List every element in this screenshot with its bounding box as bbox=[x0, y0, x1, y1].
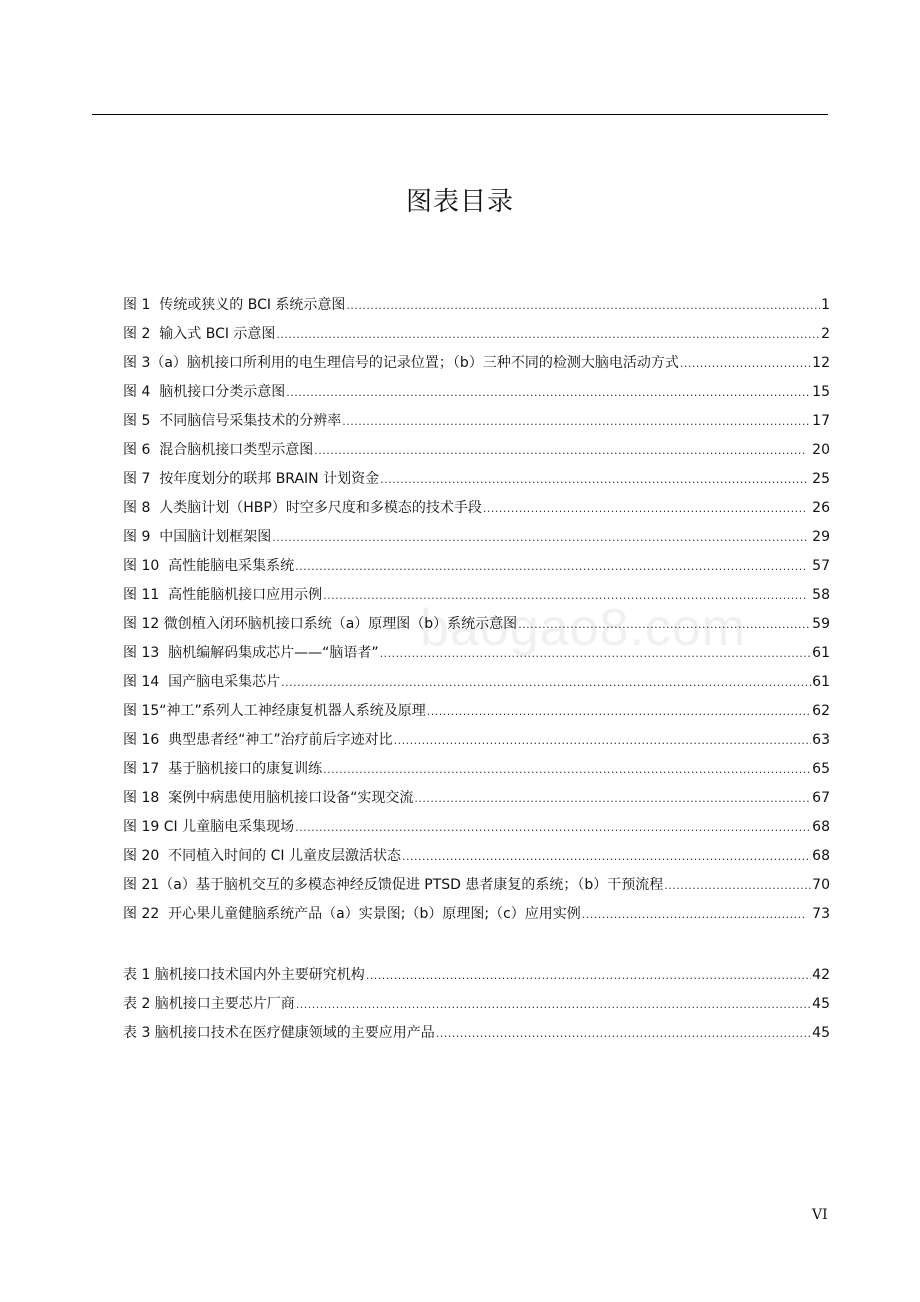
header-rule bbox=[92, 114, 828, 115]
toc-entry-label: 图 2 输入式 BCI 示意图 bbox=[123, 326, 276, 342]
dot-leader bbox=[366, 961, 811, 990]
figure-entry[interactable] bbox=[123, 755, 830, 784]
toc-entry-page: 59 bbox=[812, 616, 830, 632]
figure-entry[interactable] bbox=[123, 726, 830, 755]
toc-entry-page: 70 bbox=[812, 877, 830, 893]
figure-entry[interactable] bbox=[123, 436, 830, 465]
toc-entry-label: 图 17 基于脑机接口的康复训练 bbox=[123, 761, 323, 777]
toc-entry-label: 图 19 CI 儿童脑电采集现场 bbox=[123, 819, 295, 835]
toc-entry-label: 图 11 高性能脑机接口应用示例 bbox=[123, 587, 323, 603]
figure-entry[interactable] bbox=[123, 668, 830, 697]
toc-entry-label: 图 10 高性能脑电采集系统 bbox=[123, 558, 295, 574]
toc-entry-label: 图 20 不同植入时间的 CI 儿童皮层激活状态 bbox=[123, 848, 401, 864]
toc-entry-page: 20 bbox=[807, 442, 830, 458]
dot-leader bbox=[286, 378, 811, 407]
figure-entry[interactable] bbox=[123, 320, 830, 349]
toc-entry-page: 61 bbox=[812, 674, 830, 690]
dot-leader bbox=[664, 871, 811, 900]
table-entry[interactable] bbox=[123, 961, 830, 990]
toc-entry-page: 68 bbox=[812, 819, 830, 835]
dot-leader bbox=[582, 900, 807, 929]
dot-leader bbox=[680, 349, 811, 378]
dot-leader bbox=[346, 291, 820, 320]
dot-leader bbox=[402, 842, 811, 871]
figure-entry[interactable] bbox=[123, 494, 830, 523]
dot-leader bbox=[518, 610, 811, 639]
toc-entry-label: 表 3 脑机接口技术在医疗健康领域的主要应用产品 bbox=[123, 1025, 435, 1041]
figure-entry[interactable] bbox=[123, 407, 830, 436]
table-list bbox=[123, 961, 830, 1048]
table-entry[interactable] bbox=[123, 1019, 830, 1048]
toc-entry-page: 15 bbox=[812, 384, 830, 400]
toc-entry-page: 1 bbox=[821, 297, 830, 313]
toc-entry-page: 62 bbox=[812, 703, 830, 719]
toc-entry-page: 61 bbox=[812, 645, 830, 661]
figure-entry[interactable] bbox=[123, 871, 830, 900]
toc-entry-label: 图 1 传统或狭义的 BCI 系统示意图 bbox=[123, 297, 346, 313]
dot-leader bbox=[323, 755, 811, 784]
toc-entry-label: 表 1 脑机接口技术国内外主要研究机构 bbox=[123, 967, 365, 983]
dot-leader bbox=[394, 726, 812, 755]
toc-entry-page: 12 bbox=[812, 355, 830, 371]
figure-entry[interactable] bbox=[123, 465, 830, 494]
dot-leader bbox=[483, 494, 807, 523]
toc-entry-label: 图 22 开心果儿童健脑系统产品（a）实景图;（b）原理图;（c）应用实例 bbox=[123, 906, 581, 922]
dot-leader bbox=[436, 1019, 811, 1048]
dot-leader bbox=[296, 990, 811, 1019]
dot-leader bbox=[427, 697, 811, 726]
dot-leader bbox=[276, 320, 820, 349]
toc-entry-label: 图 7 按年度划分的联邦 BRAIN 计划资金 bbox=[123, 471, 380, 487]
toc-entry-label: 图 16 典型患者经“神工”治疗前后字迹对比 bbox=[123, 732, 393, 748]
toc-entry-page: 2 bbox=[821, 326, 830, 342]
dot-leader bbox=[342, 407, 811, 436]
dot-leader bbox=[272, 523, 806, 552]
dot-leader bbox=[380, 465, 807, 494]
toc-entry-label: 图 13 脑机编解码集成芯片——“脑语者” bbox=[123, 645, 379, 661]
toc-entry-page: 73 bbox=[807, 906, 830, 922]
toc-entry-label: 图 8 人类脑计划（HBP）时空多尺度和多模态的技术手段 bbox=[123, 500, 482, 516]
toc-entry-label: 图 6 混合脑机接口类型示意图 bbox=[123, 442, 314, 458]
toc-entry-page: 29 bbox=[807, 529, 830, 545]
toc-entry-label: 图 4 脑机接口分类示意图 bbox=[123, 384, 286, 400]
toc-entry-page: 67 bbox=[812, 790, 830, 806]
figure-entry[interactable] bbox=[123, 581, 830, 610]
toc-entry-label: 图 9 中国脑计划框架图 bbox=[123, 529, 272, 545]
figure-entry[interactable] bbox=[123, 784, 830, 813]
figure-entry[interactable] bbox=[123, 900, 830, 929]
figure-entry[interactable] bbox=[123, 639, 830, 668]
figure-list bbox=[123, 291, 830, 929]
page-title: 图表目录 bbox=[405, 187, 514, 217]
figure-entry[interactable] bbox=[123, 291, 830, 320]
toc-entry-page: 45 bbox=[812, 996, 830, 1012]
figure-entry[interactable] bbox=[123, 842, 830, 871]
figure-entry[interactable] bbox=[123, 697, 830, 726]
page-number: VI bbox=[812, 1207, 828, 1223]
toc-entry-page: 42 bbox=[812, 967, 830, 983]
dot-leader bbox=[414, 784, 811, 813]
figure-entry[interactable] bbox=[123, 349, 830, 378]
toc-entry-label: 图 12 微创植入闭环脑机接口系统（a）原理图（b）系统示意图 bbox=[123, 616, 518, 632]
figure-entry[interactable] bbox=[123, 523, 830, 552]
toc-entry-page: 65 bbox=[812, 761, 830, 777]
dot-leader bbox=[314, 436, 806, 465]
toc-entry-label: 表 2 脑机接口主要芯片厂商 bbox=[123, 996, 295, 1012]
toc-entry-label: 图 3（a）脑机接口所利用的电生理信号的记录位置；（b）三种不同的检测大脑电活动方式 bbox=[123, 355, 679, 371]
watermark: baogao8.com bbox=[420, 599, 747, 657]
toc-entry-page: 26 bbox=[807, 500, 830, 516]
toc-entry-page: 17 bbox=[812, 413, 830, 429]
figure-entry[interactable] bbox=[123, 813, 830, 842]
dot-leader bbox=[295, 813, 811, 842]
table-entry[interactable] bbox=[123, 990, 830, 1019]
dot-leader bbox=[380, 639, 812, 668]
toc-entry-label: 图 15“神工”系列人工神经康复机器人系统及原理 bbox=[123, 703, 426, 719]
dot-leader bbox=[323, 581, 807, 610]
toc-entry-page: 68 bbox=[812, 848, 830, 864]
toc-entry-label: 图 14 国产脑电采集芯片 bbox=[123, 674, 281, 690]
toc-entry-label: 图 18 案例中病患使用脑机接口设备“实现交流 bbox=[123, 790, 414, 806]
dot-leader bbox=[281, 668, 811, 697]
toc-entry-page: 63 bbox=[812, 732, 830, 748]
figure-entry[interactable] bbox=[123, 552, 830, 581]
toc-entry-page: 45 bbox=[812, 1025, 830, 1041]
toc-entry-page: 25 bbox=[807, 471, 830, 487]
dot-leader bbox=[295, 552, 807, 581]
figure-entry[interactable] bbox=[123, 378, 830, 407]
toc-entry-page: 58 bbox=[807, 587, 830, 603]
toc-entry-label: 图 21（a）基于脑机交互的多模态神经反馈促进 PTSD 患者康复的系统；（b）干预流程 bbox=[123, 877, 664, 893]
toc-entry-label: 图 5 不同脑信号采集技术的分辨率 bbox=[123, 413, 342, 429]
figure-entry[interactable] bbox=[123, 610, 830, 639]
toc-entry-page: 57 bbox=[807, 558, 830, 574]
